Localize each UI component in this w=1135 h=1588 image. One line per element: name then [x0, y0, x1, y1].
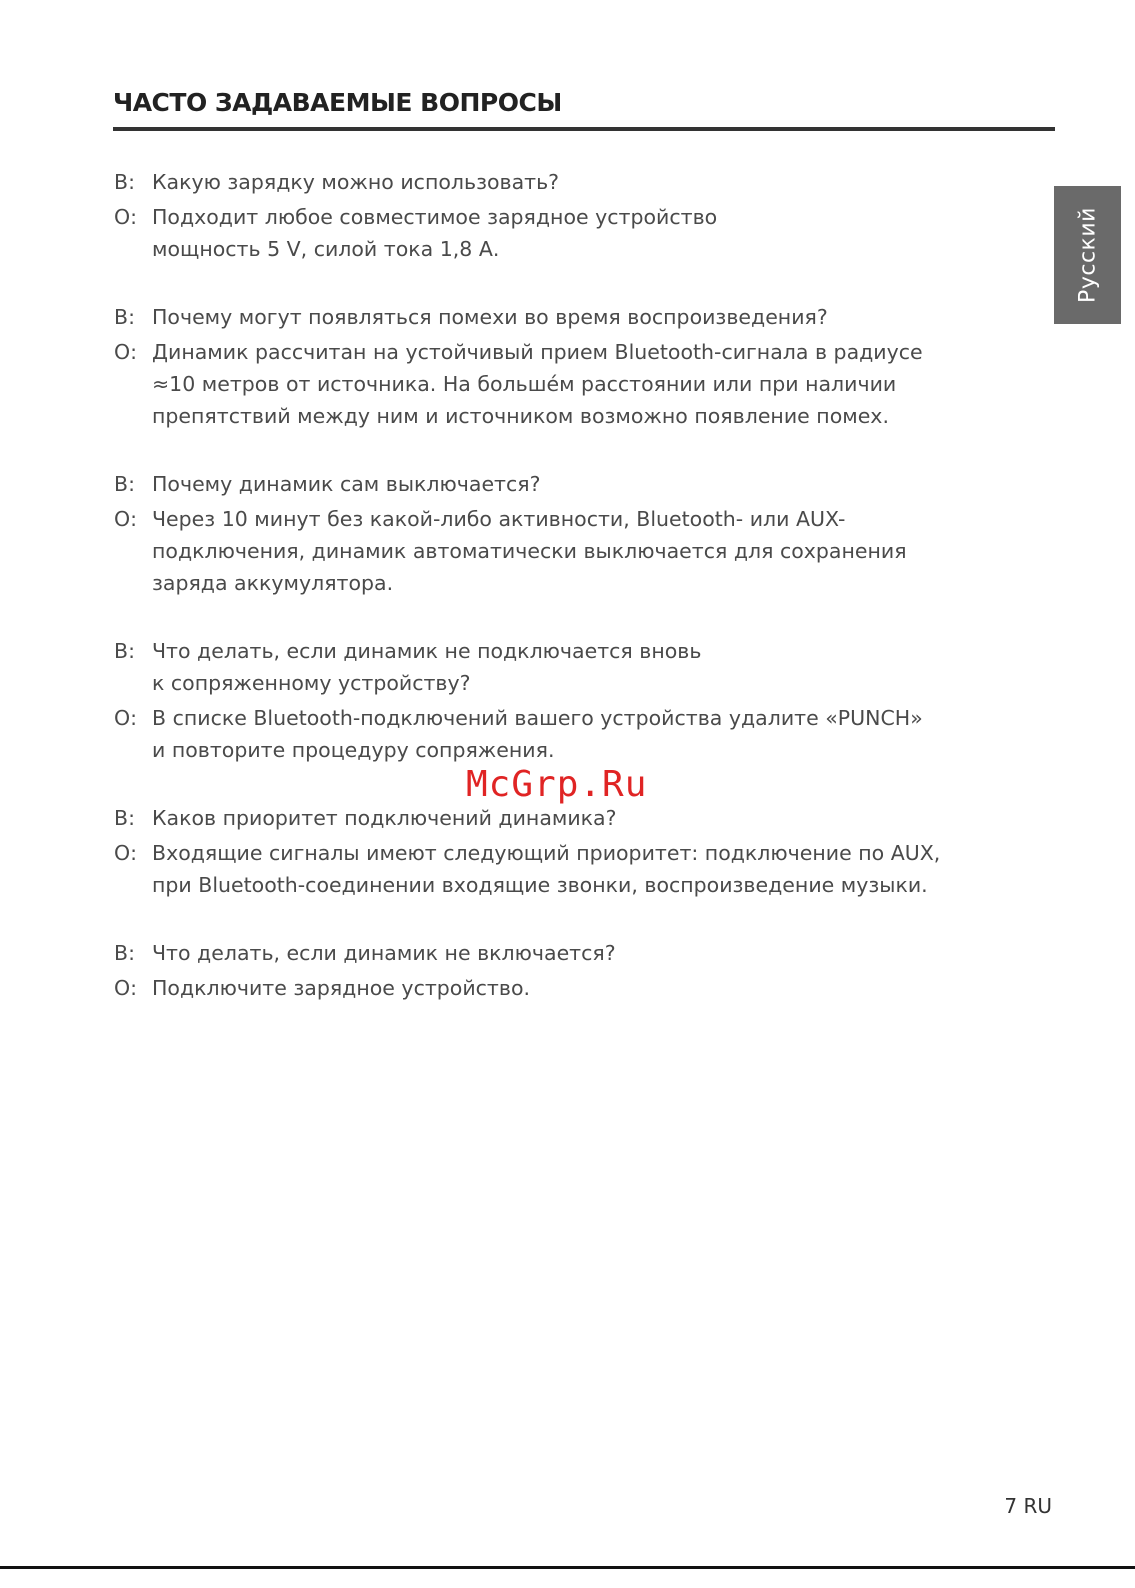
- answer-text: Через 10 минут без какой-либо активности, Bluetooth- или AUX- подключения, динамик автоматически выключается для сохранения заряда аккумулятора.: [152, 507, 907, 595]
- faq-item: [114, 937, 1019, 1004]
- bottom-divider: [0, 1566, 1135, 1569]
- faq-answer: [114, 336, 1019, 432]
- question-marker: В:: [114, 472, 135, 496]
- watermark: McGrp.Ru: [466, 764, 648, 805]
- faq-question: [114, 166, 1019, 198]
- faq-question: [114, 802, 1019, 834]
- question-text: Какую зарядку можно использовать?: [152, 170, 560, 194]
- answer-text: Динамик рассчитан на устойчивый прием Bluetooth-сигнала в радиусе ≈10 метров от источника. На большéм расстоянии или при наличии препятствий между ним и источником возможно появление помех.: [152, 340, 923, 428]
- faq-item: [114, 166, 1019, 265]
- faq-answer: [114, 201, 1019, 265]
- faq-question: [114, 468, 1019, 500]
- title-divider: [113, 127, 1055, 131]
- faq-item: [114, 468, 1019, 599]
- answer-marker: О:: [114, 841, 138, 865]
- faq-item: [114, 802, 1019, 901]
- question-marker: В:: [114, 941, 135, 965]
- page-number: 7 RU: [1004, 1494, 1052, 1518]
- question-text: Почему динамик сам выключается?: [152, 472, 541, 496]
- question-marker: В:: [114, 639, 135, 663]
- faq-question: [114, 301, 1019, 333]
- page-title: ЧАСТО ЗАДАВАЕМЫЕ ВОПРОСЫ: [113, 88, 562, 117]
- faq-item: [114, 635, 1019, 766]
- answer-text: Подходит любое совместимое зарядное устройство мощность 5 V, силой тока 1,8 А.: [152, 205, 718, 261]
- question-marker: В:: [114, 806, 135, 830]
- answer-marker: О:: [114, 706, 138, 730]
- answer-text: Входящие сигналы имеют следующий приоритет: подключение по AUX, при Bluetooth-соединении входящие звонки, воспроизведение музыки.: [152, 841, 941, 897]
- answer-marker: О:: [114, 976, 138, 1000]
- question-text: Что делать, если динамик не включается?: [152, 941, 616, 965]
- answer-text: Подключите зарядное устройство.: [152, 976, 531, 1000]
- faq-answer: [114, 503, 1019, 599]
- language-tab-label: Русский: [1075, 207, 1100, 303]
- answer-marker: О:: [114, 507, 138, 531]
- answer-text: В списке Bluetooth-подключений вашего устройства удалите «PUNCH» и повторите процедуру сопряжения.: [152, 706, 923, 762]
- faq-answer: [114, 702, 1019, 766]
- question-text: Каков приоритет подключений динамика?: [152, 806, 617, 830]
- question-text: Что делать, если динамик не подключается вновь к сопряженному устройству?: [152, 639, 702, 695]
- question-text: Почему могут появляться помехи во время воспроизведения?: [152, 305, 828, 329]
- faq-question: [114, 635, 1019, 699]
- faq-answer: [114, 972, 1019, 1004]
- answer-marker: О:: [114, 205, 138, 229]
- faq-answer: [114, 837, 1019, 901]
- answer-marker: О:: [114, 340, 138, 364]
- question-marker: В:: [114, 170, 135, 194]
- faq-question: [114, 937, 1019, 969]
- question-marker: В:: [114, 305, 135, 329]
- language-tab: [1054, 186, 1121, 324]
- faq-list: [114, 166, 1019, 1040]
- faq-item: [114, 301, 1019, 432]
